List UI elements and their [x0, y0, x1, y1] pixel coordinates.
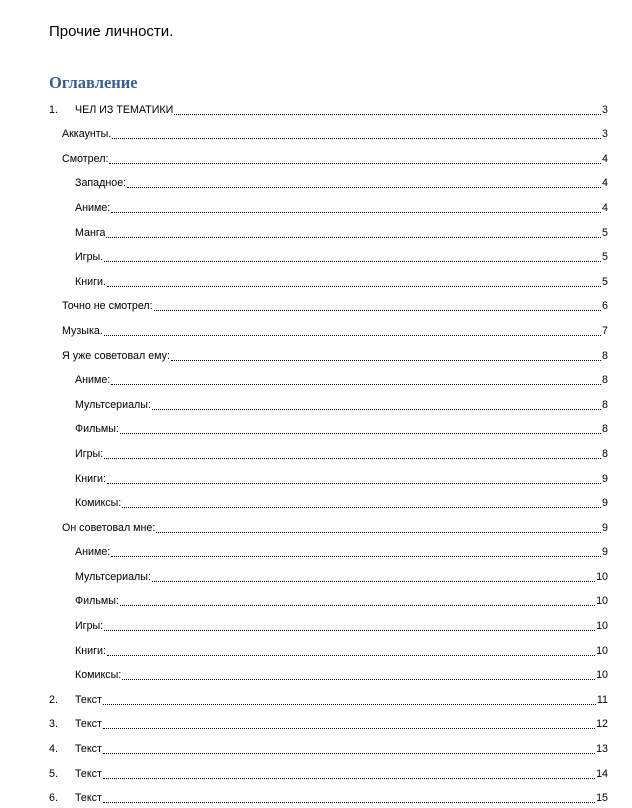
- toc-dot-leader: [109, 163, 601, 164]
- toc-entry-page: 8: [602, 374, 608, 387]
- toc-entry-label: Аниме:: [75, 374, 111, 387]
- toc-entry-label: Текст: [75, 693, 102, 706]
- toc-entry-page: 10: [596, 644, 608, 657]
- toc-entry-label: Текст: [75, 718, 102, 731]
- toc-entry-label: Книги.: [75, 275, 106, 288]
- toc-entry-cartoons[interactable]: [0, 562, 608, 587]
- toc-entry-label: Точно не смотрел:: [62, 300, 153, 313]
- toc-entry-page: 8: [602, 447, 608, 460]
- toc-entry-comics[interactable]: [0, 661, 608, 686]
- toc-dot-leader: [103, 778, 595, 779]
- toc-entry-page: 9: [602, 546, 608, 559]
- toc-entry-page: 12: [596, 718, 608, 731]
- toc-entry-label: Текст: [75, 792, 102, 805]
- toc-entry-recommended-to-me[interactable]: [0, 513, 608, 538]
- toc-entry-chapter-1[interactable]: [0, 95, 608, 120]
- toc-dot-leader: [111, 556, 601, 557]
- toc-entry-books[interactable]: [0, 267, 608, 292]
- toc-entry-label: Западное:: [75, 177, 127, 190]
- toc-entry-chapter-5[interactable]: [0, 759, 608, 784]
- toc-entry-label: Игры.: [75, 251, 104, 264]
- toc-entry-books[interactable]: [0, 636, 608, 661]
- toc-entry-watched[interactable]: [0, 144, 608, 169]
- toc-entry-label: Смотрел:: [62, 152, 109, 165]
- toc-entry-page: 3: [602, 128, 608, 141]
- toc-entry-label: Фильмы:: [75, 595, 119, 608]
- toc-dot-leader: [104, 630, 595, 631]
- toc-entry-manga[interactable]: [0, 218, 608, 243]
- toc-entry-label: Фильмы:: [75, 423, 119, 436]
- toc-entry-cartoons[interactable]: [0, 390, 608, 415]
- toc-entry-page: 4: [602, 201, 608, 214]
- toc-entry-label: Игры:: [75, 447, 104, 460]
- toc-entry-games[interactable]: [0, 243, 608, 268]
- toc-entry-label: Книги:: [75, 644, 106, 657]
- toc-dot-leader: [104, 261, 601, 262]
- toc-entry-accounts[interactable]: [0, 120, 608, 145]
- toc-dot-leader: [122, 507, 601, 508]
- toc-dot-leader: [107, 655, 595, 656]
- toc-dot-leader: [106, 237, 601, 238]
- toc-entry-page: 15: [596, 792, 608, 805]
- toc-entry-page: 13: [596, 743, 608, 756]
- toc-entry-label: Он советовал мне:: [62, 521, 156, 534]
- toc-entry-page: 9: [602, 472, 608, 485]
- toc-entry-label: Мультсериалы:: [75, 570, 151, 583]
- toc-entry-recommended-to-him[interactable]: [0, 341, 608, 366]
- toc-entry-comics[interactable]: [0, 489, 608, 514]
- toc-dot-leader: [152, 581, 595, 582]
- toc-dot-leader: [152, 409, 601, 410]
- toc-entry-books[interactable]: [0, 464, 608, 489]
- toc-entry-number: 5.: [49, 767, 58, 780]
- toc-entry-music[interactable]: [0, 316, 608, 341]
- toc-entry-label: Комиксы:: [75, 497, 122, 510]
- toc-dot-leader: [104, 335, 601, 336]
- toc-dot-leader: [111, 212, 601, 213]
- toc-entry-label: Аниме:: [75, 546, 111, 559]
- toc-entry-number: 3.: [49, 718, 58, 731]
- toc-entry-anime[interactable]: [0, 366, 608, 391]
- toc-dot-leader: [104, 458, 601, 459]
- toc-entry-page: 8: [602, 349, 608, 362]
- toc-entry-label: Книги:: [75, 472, 106, 485]
- table-of-contents: [0, 95, 632, 808]
- toc-dot-leader: [171, 360, 601, 361]
- toc-dot-leader: [156, 532, 601, 533]
- toc-dot-leader: [103, 753, 595, 754]
- toc-entry-never-watched[interactable]: [0, 292, 608, 317]
- toc-entry-page: 10: [596, 570, 608, 583]
- toc-entry-page: 6: [602, 300, 608, 313]
- toc-entry-games[interactable]: [0, 611, 608, 636]
- toc-dot-leader: [111, 384, 601, 385]
- toc-entry-anime[interactable]: [0, 193, 608, 218]
- toc-title: Оглавление: [49, 73, 138, 92]
- toc-entry-chapter-6[interactable]: [0, 784, 608, 808]
- toc-entry-number: 6.: [49, 792, 58, 805]
- toc-entry-number: 1.: [49, 103, 58, 116]
- toc-entry-label: Музыка.: [62, 324, 103, 337]
- toc-entry-label: Аниме:: [75, 201, 111, 214]
- toc-entry-page: 3: [602, 103, 608, 116]
- toc-entry-chapter-2[interactable]: [0, 685, 608, 710]
- toc-entry-page: 11: [596, 693, 608, 706]
- toc-entry-page: 4: [602, 152, 608, 165]
- toc-dot-leader: [174, 114, 601, 115]
- toc-entry-page: 4: [602, 177, 608, 190]
- toc-entry-films[interactable]: [0, 587, 608, 612]
- toc-dot-leader: [107, 483, 601, 484]
- toc-entry-page: 9: [602, 497, 608, 510]
- toc-dot-leader: [107, 286, 601, 287]
- toc-entry-games[interactable]: [0, 439, 608, 464]
- toc-entry-page: 10: [596, 669, 608, 682]
- toc-entry-label: Комиксы:: [75, 669, 122, 682]
- toc-dot-leader: [120, 433, 601, 434]
- toc-entry-anime[interactable]: [0, 538, 608, 563]
- intro-text: Прочие личности.: [49, 23, 174, 40]
- toc-dot-leader: [103, 728, 595, 729]
- toc-entry-label: ЧЕЛ ИЗ ТЕМАТИКИ: [75, 103, 174, 116]
- toc-entry-western[interactable]: [0, 169, 608, 194]
- toc-entry-chapter-4[interactable]: [0, 734, 608, 759]
- toc-entry-label: Игры:: [75, 620, 104, 633]
- toc-entry-label: Манга: [75, 226, 106, 239]
- toc-dot-leader: [103, 704, 596, 705]
- toc-entry-films[interactable]: [0, 415, 608, 440]
- toc-entry-label: Текст: [75, 767, 102, 780]
- toc-entry-label: Текст: [75, 743, 102, 756]
- toc-entry-number: 2.: [49, 693, 58, 706]
- toc-entry-label: Аккаунты.: [62, 128, 112, 141]
- toc-entry-page: 5: [602, 251, 608, 264]
- toc-entry-page: 10: [596, 620, 608, 633]
- toc-dot-leader: [120, 605, 595, 606]
- toc-entry-page: 7: [602, 324, 608, 337]
- toc-dot-leader: [103, 802, 595, 803]
- toc-dot-leader: [127, 187, 601, 188]
- toc-entry-page: 5: [602, 275, 608, 288]
- toc-dot-leader: [122, 679, 595, 680]
- toc-entry-page: 8: [602, 398, 608, 411]
- toc-entry-number: 4.: [49, 743, 58, 756]
- toc-entry-label: Я уже советовал ему:: [62, 349, 170, 362]
- toc-dot-leader: [112, 138, 601, 139]
- toc-entry-label: Мультсериалы:: [75, 398, 151, 411]
- toc-entry-page: 14: [596, 767, 608, 780]
- toc-entry-page: 9: [602, 521, 608, 534]
- toc-entry-page: 5: [602, 226, 608, 239]
- toc-entry-page: 8: [602, 423, 608, 436]
- toc-entry-chapter-3[interactable]: [0, 710, 608, 735]
- toc-entry-page: 10: [596, 595, 608, 608]
- toc-dot-leader: [154, 310, 601, 311]
